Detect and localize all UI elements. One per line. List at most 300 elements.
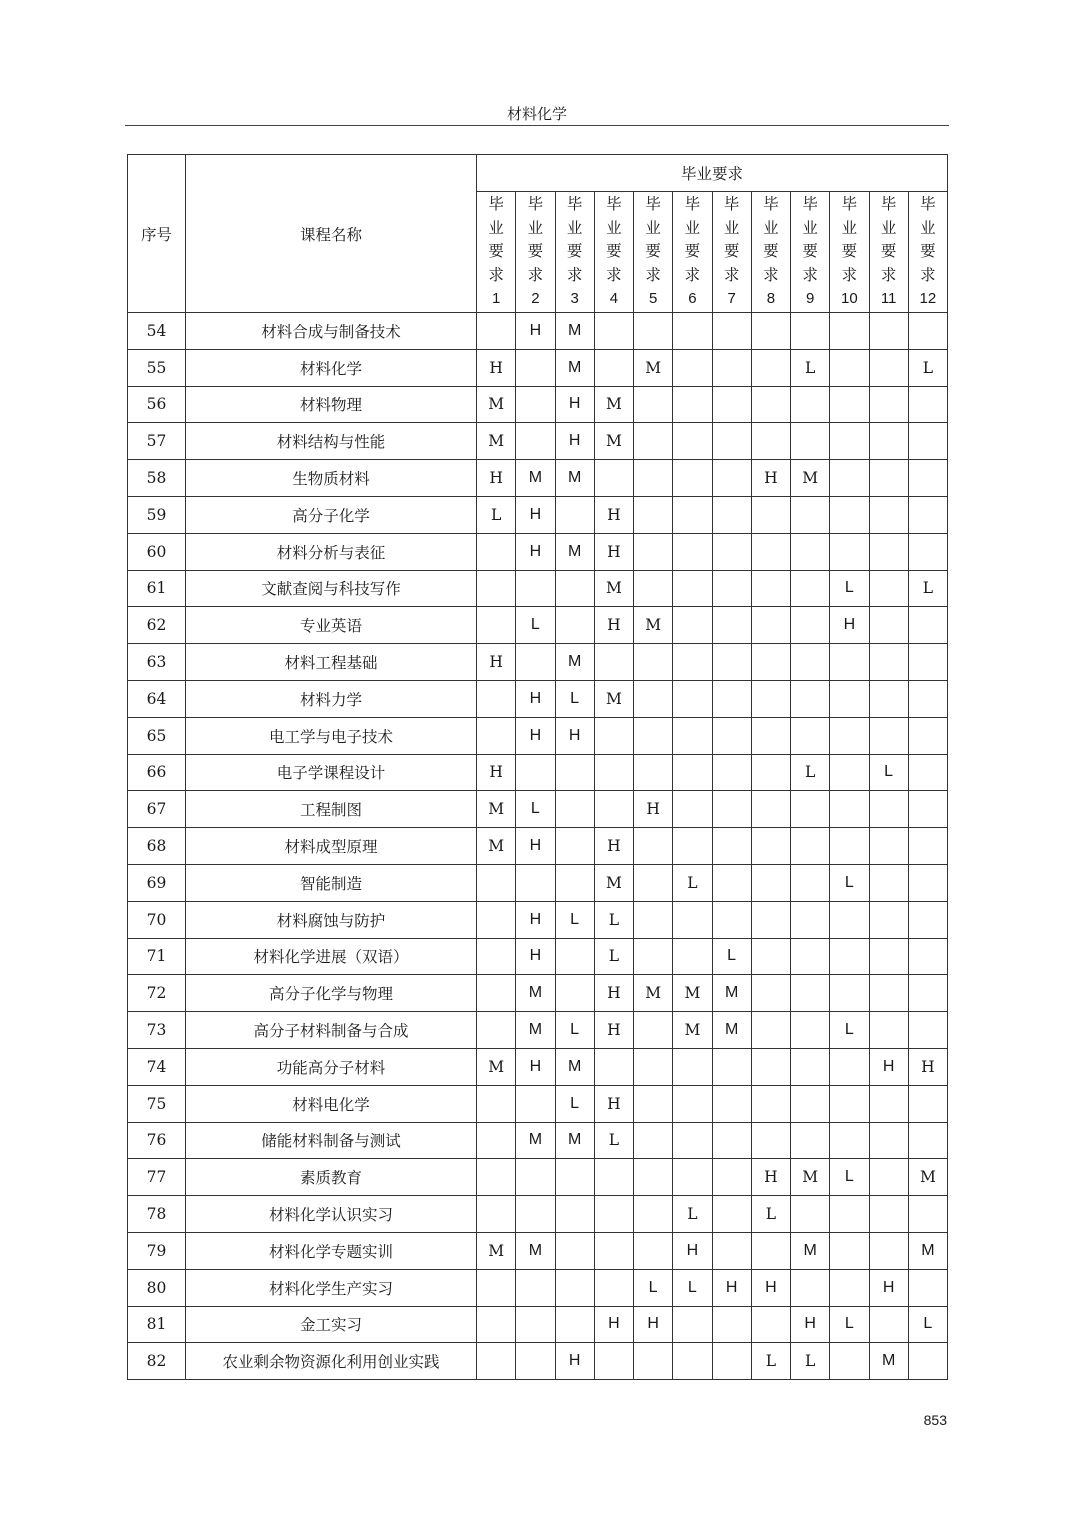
requirement-header-char: 求 [566, 265, 583, 284]
requirement-level-cell: L [516, 791, 555, 828]
requirement-level-cell [908, 423, 947, 460]
requirement-level-cell [516, 1196, 555, 1233]
requirement-level-cell [594, 1232, 633, 1269]
requirement-level-cell [555, 1232, 594, 1269]
requirement-level-cell [555, 791, 594, 828]
requirement-header-number: 12 [919, 290, 937, 308]
requirement-level-cell: L [791, 349, 830, 386]
requirement-header-10 [830, 192, 869, 313]
requirement-level-cell: H [712, 1269, 751, 1306]
requirement-level-cell: L [555, 1012, 594, 1049]
requirement-level-cell [673, 680, 712, 717]
requirement-level-cell [751, 349, 790, 386]
requirement-header-char: 业 [566, 218, 583, 237]
row-number: 67 [128, 791, 186, 828]
requirement-level-cell: L [908, 570, 947, 607]
requirement-level-cell [634, 496, 673, 533]
requirement-header-char: 毕 [841, 195, 858, 214]
requirement-level-cell [634, 717, 673, 754]
requirement-level-cell [712, 791, 751, 828]
requirement-level-cell [791, 1196, 830, 1233]
requirement-level-cell [908, 1085, 947, 1122]
requirement-level-cell [673, 423, 712, 460]
requirement-level-cell [555, 1269, 594, 1306]
requirement-level-cell: M [477, 423, 516, 460]
requirement-level-cell: H [594, 496, 633, 533]
requirement-level-cell: L [555, 1085, 594, 1122]
requirement-level-cell [830, 496, 869, 533]
requirement-level-cell: H [791, 1306, 830, 1343]
requirement-level-cell [869, 1232, 908, 1269]
requirement-header-char: 毕 [763, 195, 779, 214]
requirement-level-cell [830, 423, 869, 460]
requirement-level-cell [516, 570, 555, 607]
requirement-header-char: 业 [527, 218, 544, 237]
table-row [128, 828, 948, 865]
course-name: 高分子化学与物理 [186, 975, 477, 1012]
requirement-level-cell [555, 1159, 594, 1196]
requirement-level-cell: L [791, 754, 830, 791]
requirement-level-cell [477, 864, 516, 901]
requirement-level-cell [830, 754, 869, 791]
course-name: 储能材料制备与测试 [186, 1122, 477, 1159]
requirement-level-cell [751, 864, 790, 901]
requirement-level-cell: H [516, 313, 555, 350]
requirement-level-cell [673, 349, 712, 386]
requirement-level-cell [594, 1343, 633, 1380]
requirement-level-cell: L [594, 1122, 633, 1159]
requirement-level-cell: L [830, 1159, 869, 1196]
requirement-level-cell [477, 717, 516, 754]
requirement-level-cell [869, 1159, 908, 1196]
requirement-level-cell [516, 1159, 555, 1196]
requirements-group-header: 毕业要求 [477, 155, 948, 192]
requirement-level-cell: L [830, 1012, 869, 1049]
requirement-level-cell [830, 1085, 869, 1122]
requirement-level-cell [751, 975, 790, 1012]
requirement-header-char: 毕 [684, 195, 701, 214]
requirement-level-cell [830, 791, 869, 828]
requirement-level-cell [830, 460, 869, 497]
requirement-level-cell [477, 975, 516, 1012]
row-number: 54 [128, 313, 186, 350]
requirement-level-cell [869, 607, 908, 644]
requirement-level-cell [516, 1269, 555, 1306]
requirement-level-cell [477, 570, 516, 607]
requirement-level-cell: L [634, 1269, 673, 1306]
requirement-level-cell: M [869, 1343, 908, 1380]
requirement-level-cell [908, 1196, 947, 1233]
requirement-level-cell [869, 680, 908, 717]
requirement-header-char: 业 [684, 218, 701, 237]
requirement-header-char: 求 [684, 265, 701, 284]
row-number: 71 [128, 938, 186, 975]
requirement-header-char: 毕 [488, 195, 504, 214]
table-row [128, 386, 948, 423]
requirement-level-cell [869, 1306, 908, 1343]
requirement-level-cell [791, 938, 830, 975]
requirement-level-cell: M [908, 1232, 947, 1269]
requirement-level-cell [712, 496, 751, 533]
page-header-title: 材料化学 [506, 105, 567, 123]
requirement-level-cell [712, 349, 751, 386]
requirement-level-cell [712, 607, 751, 644]
requirement-level-cell: M [516, 1232, 555, 1269]
requirement-level-cell [673, 607, 712, 644]
requirement-level-cell [477, 1122, 516, 1159]
requirement-level-cell: H [751, 460, 790, 497]
requirement-header-char: 求 [880, 265, 897, 284]
requirement-level-cell [712, 1306, 751, 1343]
requirement-level-cell [594, 1048, 633, 1085]
requirement-level-cell: M [908, 1159, 947, 1196]
table-row [128, 533, 948, 570]
table-row [128, 754, 948, 791]
requirement-level-cell: H [869, 1048, 908, 1085]
requirement-level-cell [751, 1012, 790, 1049]
requirement-level-cell [712, 570, 751, 607]
requirement-header-number: 8 [766, 290, 776, 308]
requirement-level-cell [869, 533, 908, 570]
requirement-level-cell [712, 1343, 751, 1380]
requirement-level-cell: M [516, 1012, 555, 1049]
requirement-level-cell [634, 1085, 673, 1122]
requirement-level-cell [673, 828, 712, 865]
requirement-level-cell: M [634, 607, 673, 644]
course-name: 材料腐蚀与防护 [186, 901, 477, 938]
requirement-level-cell [712, 460, 751, 497]
requirement-level-cell [516, 644, 555, 681]
course-name: 材料分析与表征 [186, 533, 477, 570]
requirement-level-cell: M [594, 680, 633, 717]
requirement-level-cell [634, 533, 673, 570]
requirement-level-cell [830, 1048, 869, 1085]
requirement-header-char: 求 [527, 265, 544, 284]
requirement-level-cell: M [555, 349, 594, 386]
requirement-header-char: 业 [645, 218, 661, 237]
requirement-level-cell: M [477, 828, 516, 865]
requirement-level-cell [791, 1085, 830, 1122]
requirement-level-cell [908, 313, 947, 350]
row-number: 59 [128, 496, 186, 533]
course-name: 生物质材料 [186, 460, 477, 497]
requirement-level-cell [594, 1159, 633, 1196]
requirement-header-number: 9 [805, 290, 815, 308]
requirement-level-cell: M [516, 975, 555, 1012]
requirement-level-cell [712, 1196, 751, 1233]
table-row [128, 901, 948, 938]
requirement-level-cell [673, 496, 712, 533]
requirement-level-cell [594, 791, 633, 828]
requirement-level-cell: H [594, 975, 633, 1012]
requirement-level-cell [712, 1122, 751, 1159]
table-row [128, 938, 948, 975]
requirement-level-cell: L [869, 754, 908, 791]
requirement-header-char: 毕 [723, 195, 740, 214]
requirement-level-cell [634, 313, 673, 350]
requirement-level-cell: M [634, 349, 673, 386]
requirement-level-cell [791, 386, 830, 423]
requirement-header-1 [477, 192, 516, 313]
requirement-level-cell [555, 1196, 594, 1233]
requirement-level-cell: H [594, 1085, 633, 1122]
requirement-level-cell [869, 828, 908, 865]
requirement-level-cell [477, 1269, 516, 1306]
requirement-level-cell [516, 423, 555, 460]
requirement-header-char: 要 [723, 242, 740, 261]
requirement-level-cell [634, 1159, 673, 1196]
requirement-level-cell [869, 864, 908, 901]
course-name: 材料力学 [186, 680, 477, 717]
requirement-level-cell [908, 791, 947, 828]
requirement-level-cell [712, 386, 751, 423]
requirement-header-char: 求 [723, 265, 740, 284]
requirement-level-cell [634, 680, 673, 717]
requirement-level-cell [594, 644, 633, 681]
course-name: 材料合成与制备技术 [186, 313, 477, 350]
requirement-header-number: 2 [531, 290, 540, 308]
requirement-level-cell [594, 313, 633, 350]
requirement-level-cell [791, 313, 830, 350]
table-row [128, 570, 948, 607]
requirement-level-cell [477, 938, 516, 975]
requirement-header-number: 5 [648, 290, 658, 308]
requirement-level-cell [751, 717, 790, 754]
row-number: 60 [128, 533, 186, 570]
requirement-level-cell [516, 349, 555, 386]
requirement-level-cell [751, 423, 790, 460]
table-row [128, 1232, 948, 1269]
requirement-level-cell [712, 864, 751, 901]
requirement-level-cell: H [673, 1232, 712, 1269]
course-name: 电工学与电子技术 [186, 717, 477, 754]
requirement-level-cell: L [555, 680, 594, 717]
table-row [128, 607, 948, 644]
requirement-level-cell: M [594, 423, 633, 460]
row-number: 58 [128, 460, 186, 497]
requirement-level-cell [869, 423, 908, 460]
row-number: 74 [128, 1048, 186, 1085]
requirement-level-cell [634, 1048, 673, 1085]
requirements-matrix-table [127, 154, 948, 1380]
requirement-level-cell [634, 1232, 673, 1269]
requirement-level-cell [908, 754, 947, 791]
requirement-header-char: 要 [488, 242, 504, 261]
requirement-level-cell: H [830, 607, 869, 644]
requirement-level-cell: H [555, 1343, 594, 1380]
table-row [128, 1012, 948, 1049]
requirement-level-cell: M [791, 1232, 830, 1269]
requirement-level-cell: H [634, 1306, 673, 1343]
requirement-header-char: 毕 [566, 195, 583, 214]
requirement-level-cell [908, 1012, 947, 1049]
requirement-level-cell: H [594, 607, 633, 644]
requirement-header-char: 求 [488, 265, 504, 284]
table-row [128, 496, 948, 533]
requirement-level-cell [751, 938, 790, 975]
requirement-level-cell [673, 1085, 712, 1122]
requirement-header-char: 求 [802, 265, 818, 284]
requirement-level-cell: M [555, 644, 594, 681]
requirement-level-cell [791, 423, 830, 460]
table-row [128, 313, 948, 350]
requirement-level-cell [477, 1085, 516, 1122]
table-row [128, 680, 948, 717]
row-number: 68 [128, 828, 186, 865]
requirement-level-cell [908, 607, 947, 644]
requirement-level-cell [516, 1343, 555, 1380]
requirement-level-cell [555, 938, 594, 975]
row-number: 72 [128, 975, 186, 1012]
requirement-level-cell [594, 349, 633, 386]
requirement-header-char: 毕 [880, 195, 897, 214]
requirement-level-cell: M [594, 864, 633, 901]
requirement-level-cell [869, 717, 908, 754]
requirement-level-cell [594, 460, 633, 497]
requirement-level-cell: M [712, 1012, 751, 1049]
table-row [128, 1085, 948, 1122]
requirement-level-cell [751, 901, 790, 938]
requirement-level-cell [830, 717, 869, 754]
requirement-level-cell [830, 938, 869, 975]
requirement-level-cell: L [751, 1196, 790, 1233]
course-name: 材料化学生产实习 [186, 1269, 477, 1306]
requirement-level-cell: L [673, 1196, 712, 1233]
requirement-level-cell: M [555, 1122, 594, 1159]
requirement-level-cell [712, 828, 751, 865]
requirement-level-cell: M [477, 1048, 516, 1085]
requirement-level-cell [673, 1343, 712, 1380]
requirement-header-char: 要 [880, 242, 897, 261]
requirement-header-char: 业 [920, 218, 936, 237]
requirement-header-char: 要 [606, 242, 622, 261]
requirement-level-cell [830, 901, 869, 938]
row-number: 82 [128, 1343, 186, 1380]
requirement-level-cell [555, 1306, 594, 1343]
course-name-header: 课程名称 [186, 155, 477, 313]
requirement-level-cell [751, 1122, 790, 1159]
requirement-header-char: 要 [684, 242, 701, 261]
requirement-level-cell [673, 644, 712, 681]
requirement-level-cell [869, 1085, 908, 1122]
requirement-header-char: 业 [841, 218, 858, 237]
requirement-level-cell [830, 680, 869, 717]
requirement-level-cell [908, 975, 947, 1012]
requirement-level-cell: H [516, 938, 555, 975]
requirement-header-number: 7 [727, 290, 736, 308]
row-number: 56 [128, 386, 186, 423]
requirement-level-cell [477, 1343, 516, 1380]
requirement-level-cell [830, 1122, 869, 1159]
requirement-level-cell [751, 1085, 790, 1122]
requirement-level-cell: H [751, 1159, 790, 1196]
requirement-level-cell [712, 313, 751, 350]
requirement-level-cell [751, 570, 790, 607]
table-row [128, 423, 948, 460]
requirement-level-cell: L [791, 1343, 830, 1380]
row-number: 57 [128, 423, 186, 460]
requirement-level-cell: M [673, 1012, 712, 1049]
requirement-level-cell [791, 1269, 830, 1306]
requirement-level-cell [751, 644, 790, 681]
requirement-level-cell [634, 1196, 673, 1233]
requirement-level-cell [869, 644, 908, 681]
requirement-level-cell [555, 828, 594, 865]
requirement-level-cell: L [908, 349, 947, 386]
row-number: 55 [128, 349, 186, 386]
requirement-header-7 [712, 192, 751, 313]
requirement-header-char: 求 [841, 265, 858, 284]
requirement-level-cell: M [555, 460, 594, 497]
row-number: 76 [128, 1122, 186, 1159]
requirement-level-cell [869, 791, 908, 828]
requirement-level-cell [555, 975, 594, 1012]
requirement-level-cell [712, 717, 751, 754]
row-number: 70 [128, 901, 186, 938]
table-row [128, 1306, 948, 1343]
course-name: 文献查阅与科技写作 [186, 570, 477, 607]
requirement-level-cell: M [791, 460, 830, 497]
requirement-level-cell [791, 680, 830, 717]
requirement-level-cell [830, 1196, 869, 1233]
requirement-level-cell: M [594, 386, 633, 423]
requirement-level-cell [908, 901, 947, 938]
requirement-header-char: 求 [763, 265, 779, 284]
requirement-level-cell [477, 680, 516, 717]
requirement-level-cell [791, 533, 830, 570]
table-row [128, 349, 948, 386]
requirement-header-number: 10 [841, 290, 858, 308]
requirement-level-cell [751, 754, 790, 791]
requirement-header-char: 要 [920, 242, 936, 261]
course-name: 金工实习 [186, 1306, 477, 1343]
requirement-level-cell [594, 1196, 633, 1233]
requirement-level-cell [634, 423, 673, 460]
requirement-level-cell: H [594, 1012, 633, 1049]
requirement-level-cell: L [830, 864, 869, 901]
row-number: 75 [128, 1085, 186, 1122]
course-name: 材料工程基础 [186, 644, 477, 681]
requirement-level-cell [673, 1122, 712, 1159]
requirement-level-cell [516, 754, 555, 791]
requirement-level-cell [634, 460, 673, 497]
table-row [128, 1343, 948, 1380]
requirement-level-cell [477, 901, 516, 938]
requirement-level-cell [869, 938, 908, 975]
requirement-level-cell: L [594, 938, 633, 975]
requirement-level-cell [673, 533, 712, 570]
requirement-level-cell: M [634, 975, 673, 1012]
requirement-level-cell [751, 828, 790, 865]
requirement-level-cell: L [594, 901, 633, 938]
requirement-level-cell [869, 386, 908, 423]
table-row [128, 644, 948, 681]
requirement-level-cell [555, 607, 594, 644]
requirement-level-cell: H [477, 349, 516, 386]
requirement-level-cell: L [712, 938, 751, 975]
requirement-level-cell [673, 901, 712, 938]
requirement-level-cell [791, 644, 830, 681]
requirement-level-cell: M [477, 386, 516, 423]
requirement-level-cell: L [830, 570, 869, 607]
requirement-level-cell [830, 533, 869, 570]
requirement-level-cell [751, 1048, 790, 1085]
requirement-header-char: 毕 [645, 195, 661, 214]
row-number: 79 [128, 1232, 186, 1269]
requirement-level-cell: L [830, 1306, 869, 1343]
requirement-level-cell [594, 1269, 633, 1306]
requirement-level-cell [712, 1085, 751, 1122]
